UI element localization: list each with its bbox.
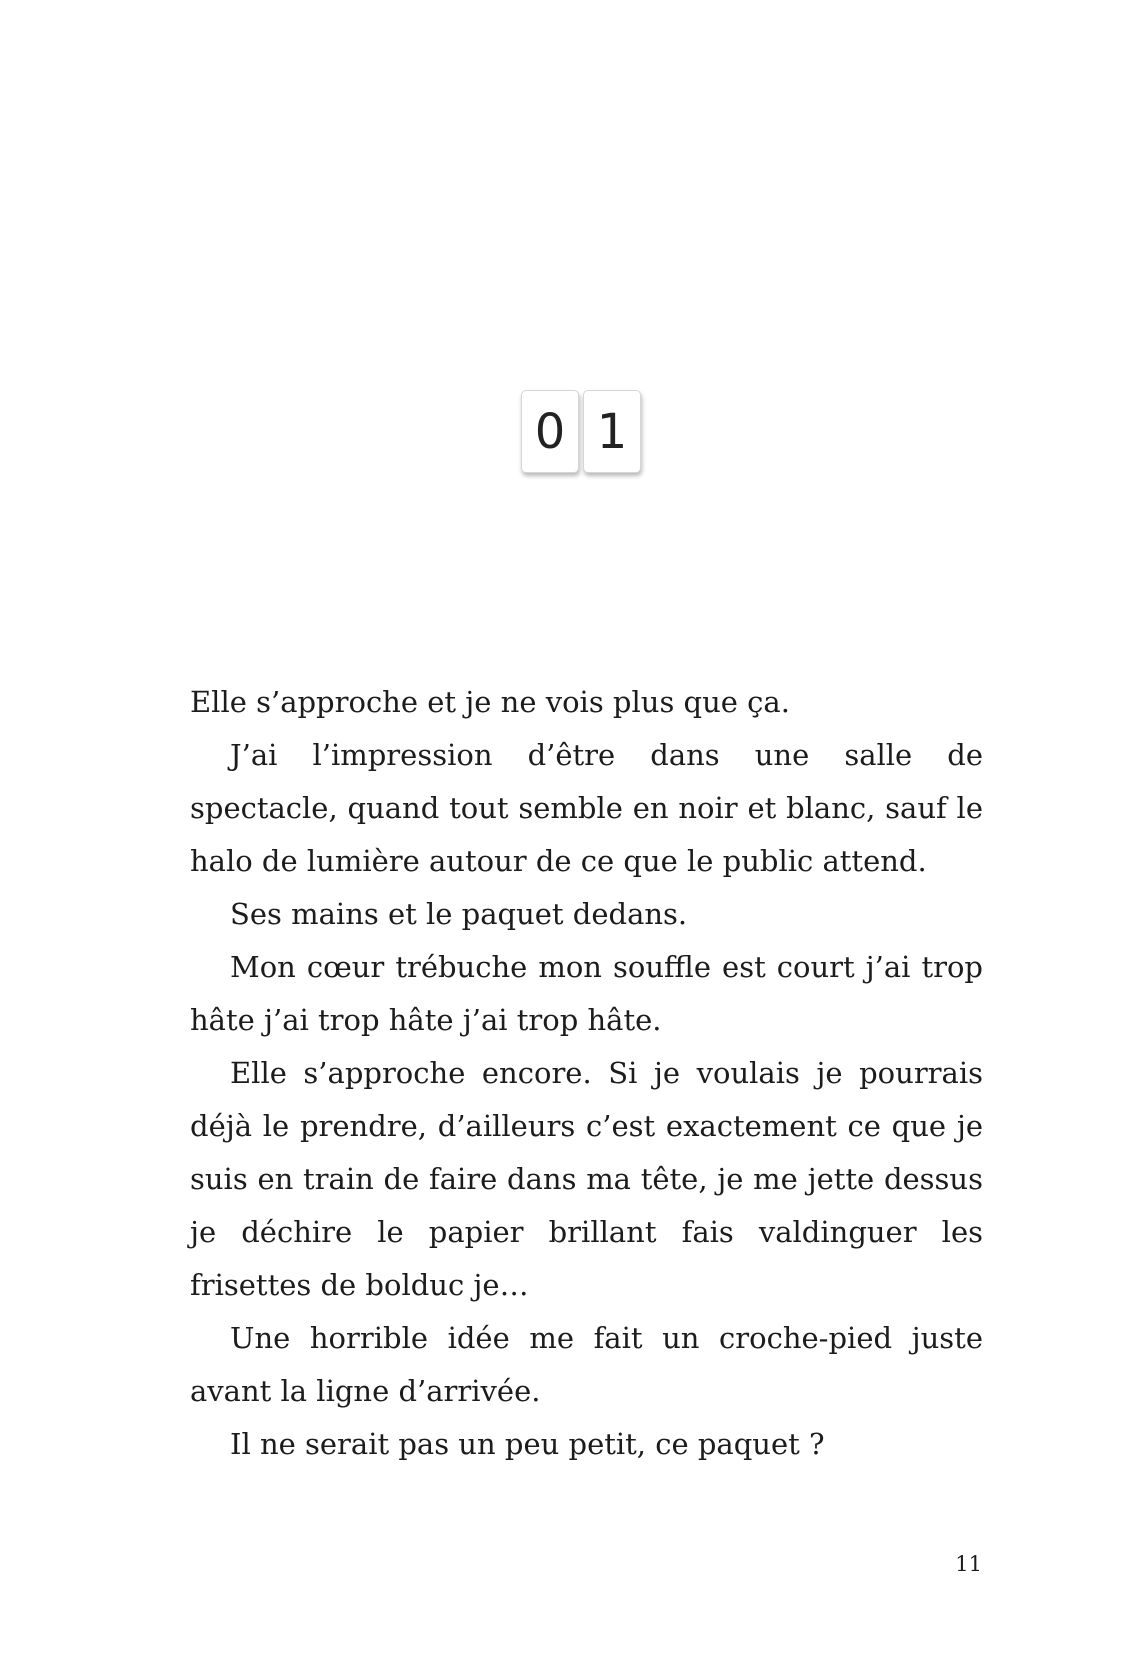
paragraph: Mon cœur trébuche mon souffle est court j’ai trop hâte j’ai trop hâte j’ai trop hâte. — [190, 950, 983, 1037]
page-number: 11 — [955, 1552, 982, 1576]
chapter-digit-card: 1 — [583, 390, 641, 473]
paragraph: Il ne serait pas un peu petit, ce paquet ? — [230, 1427, 825, 1461]
paragraph: J’ai l’impression d’être dans une salle de spectacle, quand tout semble en noir et blanc, sauf le halo de lumière autour de ce que le public attend. — [190, 738, 983, 878]
chapter-digit-card: 0 — [521, 390, 579, 473]
paragraph: Une horrible idée me fait un croche-pied juste avant la ligne d’arrivée. — [190, 1321, 983, 1408]
chapter-number — [521, 390, 641, 473]
paragraph: Elle s’approche encore. Si je voulais je pourrais déjà le prendre, d’ailleurs c’est exactement ce que je suis en train de faire dans ma tête, je me jette dessus je déchire le papier brillant fais valdinguer les frisettes de bolduc je… — [190, 1056, 983, 1302]
body-text — [190, 676, 983, 1471]
paragraph: Elle s’approche et je ne vois plus que ça. — [190, 685, 790, 719]
paragraph: Ses mains et le paquet dedans. — [230, 897, 688, 931]
